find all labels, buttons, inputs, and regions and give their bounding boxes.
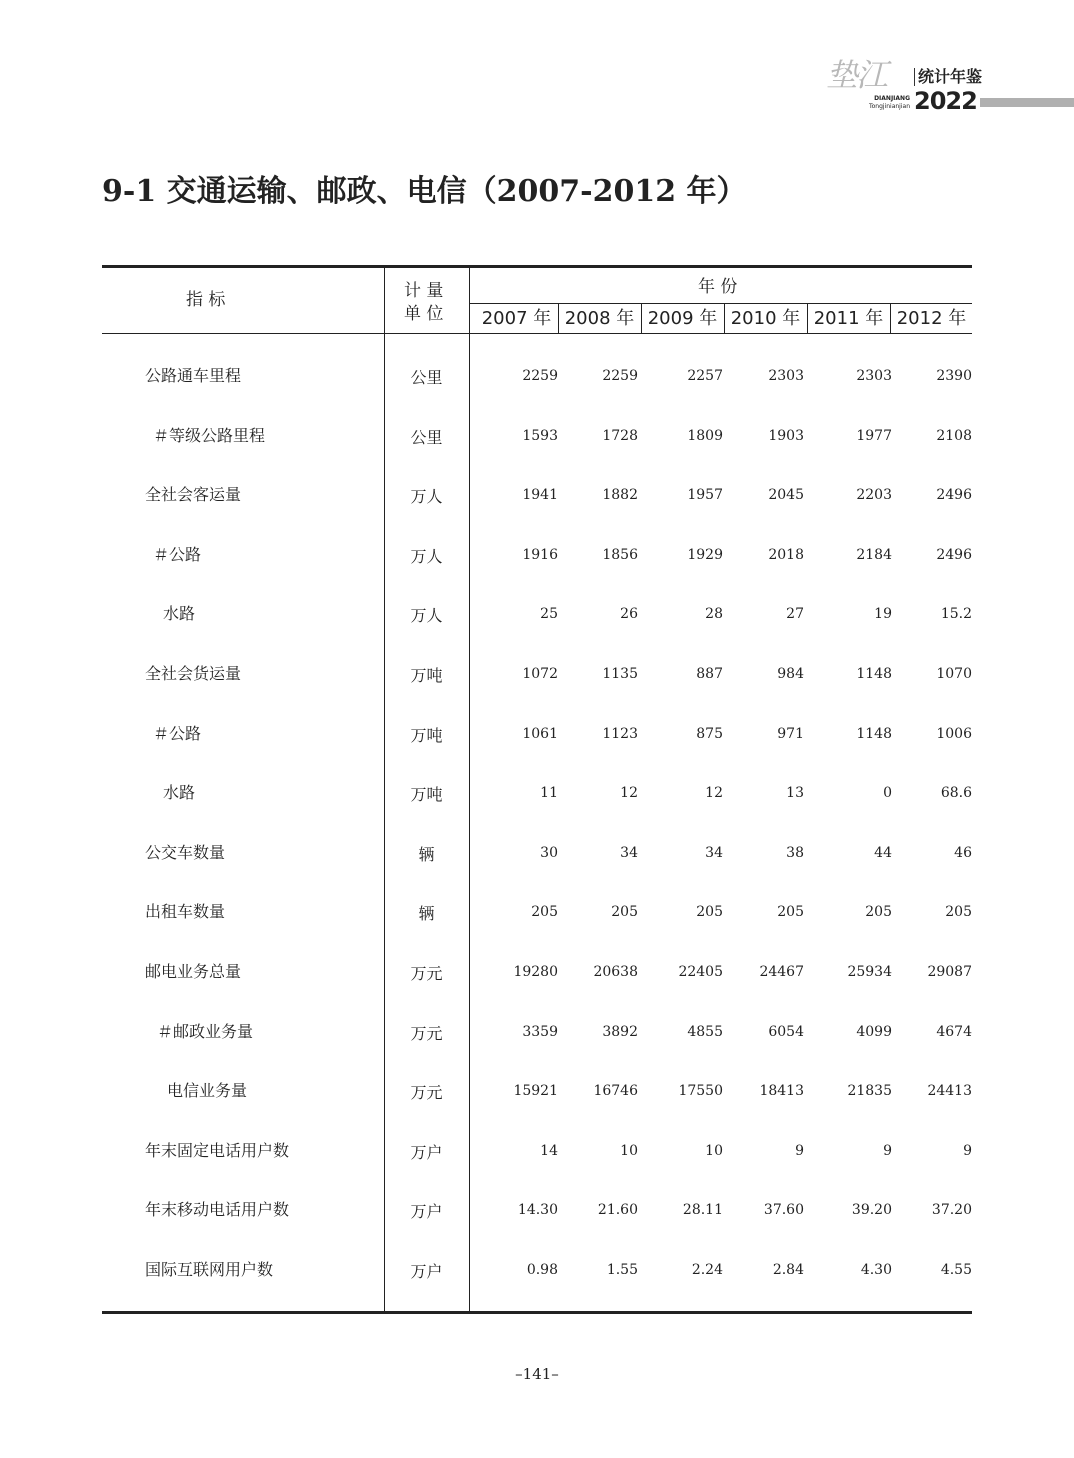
cell-value: 12: [620, 785, 638, 802]
table-row: [0, 366, 1074, 396]
cell-value: 21835: [847, 1083, 892, 1100]
table-row: [0, 1260, 1074, 1290]
row-label: 水路: [163, 783, 196, 803]
cell-value: 3359: [522, 1023, 558, 1040]
row-label: 年末固定电话用户数: [145, 1140, 290, 1160]
row-label: 全社会货运量: [145, 664, 242, 683]
cell-value: 10: [705, 1142, 723, 1159]
cell-value: 25: [540, 606, 558, 623]
row-label: 全社会客运量: [145, 485, 242, 505]
cell-value: 2045: [768, 487, 804, 504]
row-unit: 万吨: [410, 725, 443, 745]
logo-pinyin: DIANJIANG: [874, 95, 910, 102]
table-bottom-rule: [102, 1311, 972, 1314]
row-unit: 万吨: [410, 785, 443, 805]
cell-value: 9: [883, 1142, 892, 1159]
cell-value: 1135: [602, 666, 638, 682]
cell-value: 1148: [856, 666, 892, 682]
cell-value: 24413: [927, 1083, 972, 1100]
cell-value: 1593: [522, 427, 558, 444]
row-unit: 万人: [410, 606, 443, 626]
cell-value: 2018: [768, 546, 804, 563]
cell-value: 4099: [856, 1023, 892, 1040]
cell-value: 1061: [522, 725, 558, 742]
cell-value: 25934: [847, 964, 892, 980]
cell-value: 1916: [522, 546, 558, 563]
cell-value: 46: [954, 844, 972, 861]
year-header: 2007 年: [481, 308, 552, 329]
header-sub-rule: [469, 303, 972, 304]
row-unit: 辆: [418, 844, 435, 864]
row-label: ＃邮政业务量: [157, 1021, 254, 1041]
table-row: [0, 843, 1074, 873]
row-unit: 公里: [410, 368, 443, 387]
cell-value: 205: [696, 904, 723, 921]
table-row: [0, 1081, 1074, 1111]
cell-value: 2108: [936, 427, 972, 444]
table-row: [0, 1022, 1074, 1052]
cell-value: 2.84: [772, 1262, 804, 1278]
cell-value: 0: [883, 785, 892, 802]
row-unit: 公里: [410, 427, 443, 447]
cell-value: 4674: [936, 1023, 972, 1040]
cell-value: 68.6: [940, 785, 972, 802]
cell-value: 205: [611, 904, 638, 921]
cell-value: 15921: [513, 1083, 558, 1100]
cell-value: 984: [777, 666, 804, 682]
cell-value: 1.55: [606, 1262, 638, 1278]
cell-value: 37.20: [931, 1202, 972, 1219]
cell-value: 12: [705, 785, 723, 802]
cell-value: 4.30: [860, 1262, 892, 1278]
cell-value: 18413: [759, 1083, 804, 1100]
logo-year: 2022: [914, 87, 977, 115]
cell-value: 1977: [856, 427, 892, 444]
cell-value: 0.98: [526, 1262, 558, 1278]
row-unit: 万人: [410, 487, 443, 507]
cell-value: 1957: [687, 487, 723, 504]
row-label: ＃等级公路里程: [153, 425, 266, 445]
cell-value: 2496: [936, 546, 972, 563]
cell-value: 28.11: [682, 1202, 723, 1219]
row-label: 国际互联网用户数: [145, 1260, 274, 1279]
cell-value: 1072: [522, 666, 558, 682]
cell-value: 26: [620, 606, 638, 623]
cell-value: 1123: [602, 725, 638, 742]
table-row: [0, 902, 1074, 932]
cell-value: 27: [786, 606, 804, 623]
cell-value: 6054: [768, 1023, 804, 1040]
cell-value: 205: [945, 904, 972, 921]
cell-value: 1929: [687, 546, 723, 563]
cell-value: 1856: [602, 546, 638, 563]
cell-value: 205: [865, 904, 892, 921]
header-indicator: 指 标: [186, 290, 226, 310]
cell-value: 1882: [602, 487, 638, 504]
cell-value: 1006: [936, 725, 972, 742]
row-unit: 万户: [410, 1202, 443, 1222]
cell-value: 2.24: [691, 1262, 723, 1278]
cell-value: 19: [874, 606, 892, 623]
cell-value: 971: [777, 725, 804, 742]
row-unit: 万户: [410, 1262, 443, 1281]
row-label: ＃公路: [153, 723, 202, 743]
cell-value: 21.60: [597, 1202, 638, 1219]
cell-value: 39.20: [851, 1202, 892, 1219]
table-row: [0, 1200, 1074, 1230]
cell-value: 10: [620, 1142, 638, 1159]
row-unit: 万元: [410, 1023, 443, 1043]
row-label: 公交车数量: [145, 842, 226, 862]
row-unit: 万户: [410, 1142, 443, 1162]
table-row: [0, 783, 1074, 813]
cell-value: 4.55: [940, 1262, 972, 1278]
row-unit: 万元: [410, 964, 443, 983]
cell-value: 34: [705, 844, 723, 861]
cell-value: 887: [696, 666, 723, 682]
cell-value: 11: [540, 785, 558, 802]
cell-value: 19280: [513, 964, 558, 980]
cell-value: 2203: [856, 487, 892, 504]
row-label: 出租车数量: [145, 902, 226, 922]
year-header: 2008 年: [564, 308, 635, 329]
cell-value: 2496: [936, 487, 972, 504]
page-number: –141–: [515, 1365, 559, 1383]
cell-value: 14: [540, 1142, 558, 1159]
cell-value: 13: [786, 785, 804, 802]
cell-value: 28: [705, 606, 723, 623]
cell-value: 1903: [768, 427, 804, 444]
cell-value: 2303: [856, 368, 892, 384]
cell-value: 44: [874, 844, 892, 861]
cell-value: 1809: [687, 427, 723, 444]
row-label: 水路: [163, 604, 196, 624]
cell-value: 9: [963, 1142, 972, 1159]
cell-value: 29087: [927, 964, 972, 980]
cell-value: 2390: [936, 368, 972, 384]
cell-value: 1941: [522, 487, 558, 504]
table-row: [0, 664, 1074, 694]
row-label: 公路通车里程: [145, 366, 242, 385]
row-unit: 万吨: [410, 666, 443, 685]
row-unit: 万元: [410, 1083, 443, 1103]
cell-value: 2303: [768, 368, 804, 384]
cell-value: 205: [531, 904, 558, 921]
row-label: 年末移动电话用户数: [145, 1200, 290, 1220]
header-bar: [980, 98, 1074, 107]
year-header: 2010 年: [730, 308, 801, 329]
cell-value: 24467: [759, 964, 804, 980]
row-unit: 万人: [410, 546, 443, 566]
yearbook-logo: [826, 58, 1074, 118]
header-years-group: 年 份: [698, 277, 738, 297]
table-row: [0, 485, 1074, 515]
cell-value: 3892: [602, 1023, 638, 1040]
cell-value: 1070: [936, 666, 972, 682]
year-header: 2012 年: [896, 308, 967, 329]
row-label: 邮电业务总量: [145, 962, 242, 981]
cell-value: 875: [696, 725, 723, 742]
row-label: 电信业务量: [167, 1081, 248, 1101]
table-top-rule: [102, 265, 972, 268]
table-row: [0, 604, 1074, 634]
cell-value: 2259: [602, 368, 638, 384]
cell-value: 1728: [602, 427, 638, 444]
cell-value: 30: [540, 844, 558, 861]
cell-value: 38: [786, 844, 804, 861]
cell-value: 9: [795, 1142, 804, 1159]
cell-value: 37.60: [763, 1202, 804, 1219]
table-row: [0, 545, 1074, 575]
year-header: 2009 年: [647, 308, 718, 329]
cell-value: 17550: [678, 1083, 723, 1100]
table-row: [0, 1141, 1074, 1171]
header-bottom-rule: [102, 333, 972, 334]
table-row: [0, 426, 1074, 456]
table-row: [0, 724, 1074, 754]
cell-value: 1148: [856, 725, 892, 742]
cell-value: 205: [777, 904, 804, 921]
logo-calligraphy: 垫江: [826, 56, 887, 94]
row-label: ＃公路: [153, 544, 202, 564]
header-unit-line1: 计 量: [404, 281, 444, 301]
logo-pinyin-sub: Tongjinianjian: [868, 103, 910, 110]
cell-value: 22405: [678, 964, 723, 980]
header-unit-line2: 单 位: [404, 304, 444, 324]
row-unit: 辆: [418, 904, 435, 924]
cell-value: 2257: [687, 368, 723, 384]
cell-value: 20638: [593, 964, 638, 980]
cell-value: 15.2: [940, 606, 972, 623]
cell-value: 4855: [687, 1023, 723, 1040]
cell-value: 2184: [856, 546, 892, 563]
cell-value: 14.30: [517, 1202, 558, 1219]
year-header: 2011 年: [813, 308, 884, 329]
page-title: 9-1 交通运输、邮政、电信（2007-2012 年）: [102, 174, 747, 209]
cell-value: 34: [620, 844, 638, 861]
cell-value: 2259: [522, 368, 558, 384]
logo-name: 统计年鉴: [914, 68, 982, 86]
table-row: [0, 962, 1074, 992]
cell-value: 16746: [593, 1083, 638, 1100]
